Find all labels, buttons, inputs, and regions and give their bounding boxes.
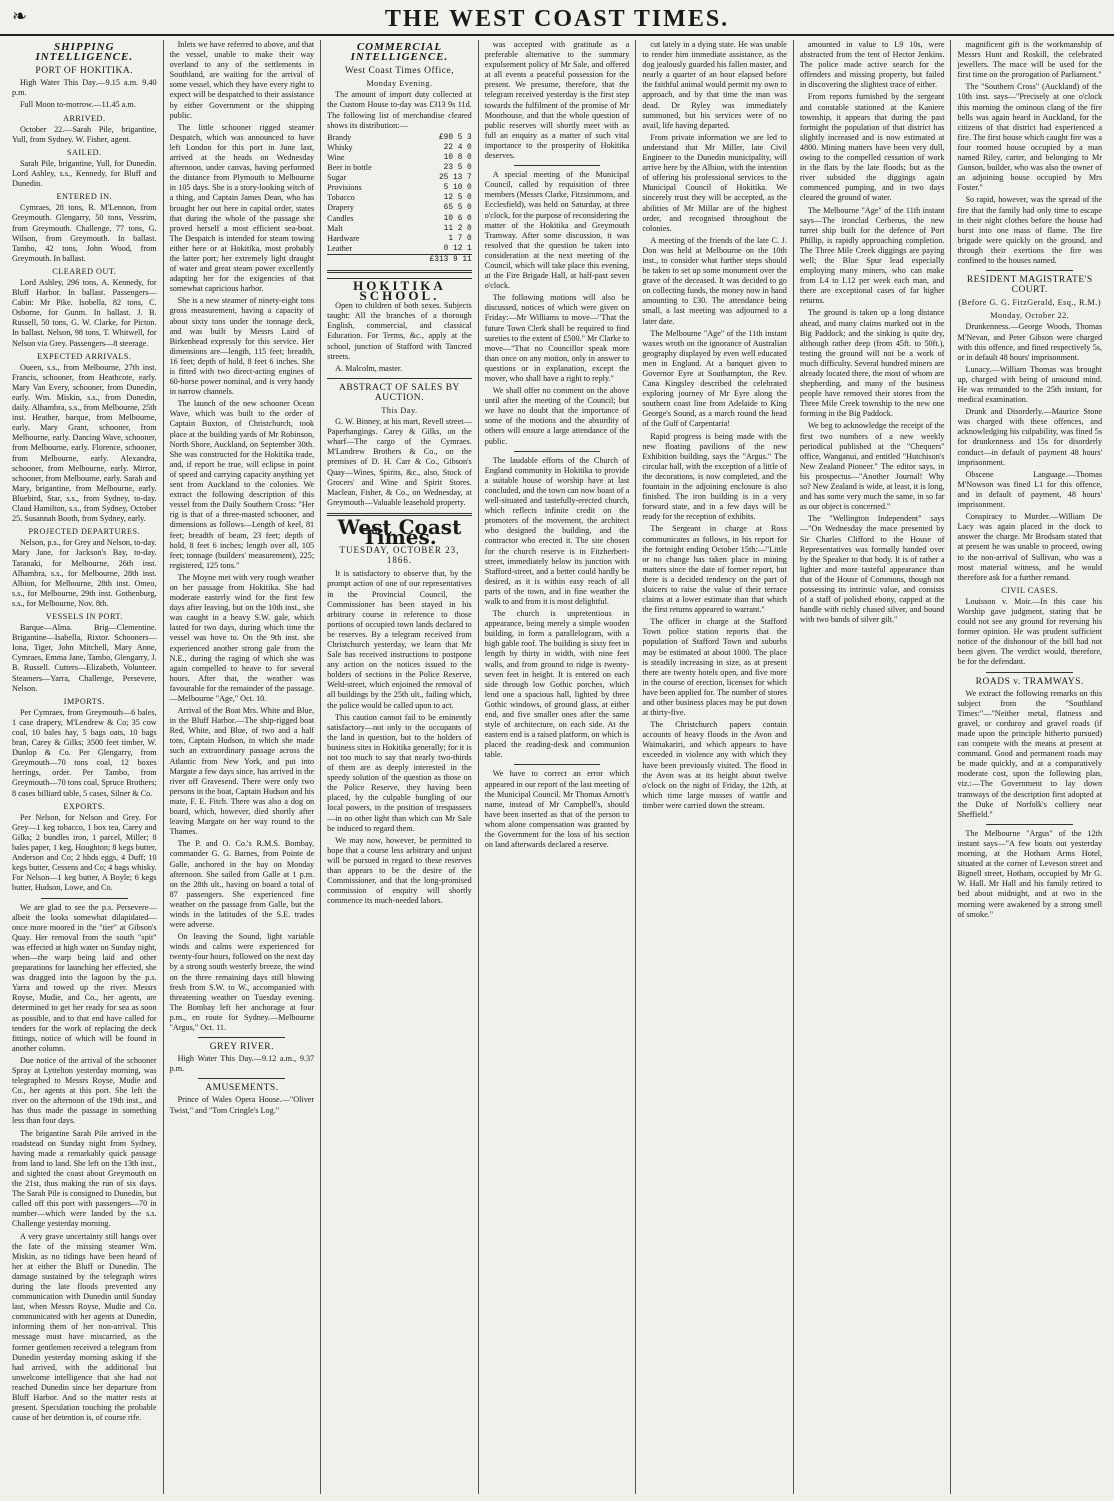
arrived-text: October 22.—Sarah Pile, brigantine, Yull, from Sydney. W. Fisher, agent.	[12, 124, 157, 144]
article-paragraph: The "Southern Cross" (Auckland) of the 10th inst. says—"Precisely at one o'clock this morning the ominous clang of the fire bells was again heard in Auckland, for the citizens of that district had experienced a fire. The first house which caught fire was a four roomed house occupied by a man named Riley, carter, and belonging to Mr Gunson, builder, who was also the owner of an adjoining house occupied by Mrs Foster."	[957, 82, 1103, 193]
column-3	[320, 40, 478, 1494]
article-paragraph: The Melbourne "Age" of the 11th instant waxes wroth on the ignorance of Australian geography displayed by even well educated men in England. At a banquet given to Governor Eyre at Southampton, the Rev. Cana Kingsley described the celebrated exploring journey of Mr Eyre along the southern coast line from Adelaide to King George's Sound, as a march round the head of the Gulf of Carpentaria!	[642, 328, 787, 429]
duty-item: Brandy	[327, 132, 352, 142]
editorial-masthead: West Coast Times.	[337, 514, 462, 550]
duty-value: 23 5 0	[443, 164, 472, 173]
duty-item: Provisions	[327, 183, 362, 193]
duty-row	[327, 153, 472, 163]
divider	[41, 898, 128, 899]
duty-row	[327, 234, 472, 244]
article-paragraph: The ground is taken up a long distance ahead, and many claims marked out in the Big Paddock; and the sinking is quite dry, although rather deep (from 45ft. to 50ft.), testing the ground will not be a work of much difficulty. Several hundred miners are already located there, the most of whom are shepherding, and many of the business people have removed their stores from the Three Mile Creek township to the new one forming in the Big Paddock.	[799, 308, 945, 419]
article-paragraph: Inlets we have referred to above, and that the vessel, unable to make their way overland to any of the settlements in Southland, are waiting for the arrival of some vessel, which they have every right to expect will be despatched to their assistance by either Government or the shipping public.	[169, 40, 315, 120]
article-paragraph: The following motions will also be discussed, notices of which were given on Friday:—Mr Williams to move—"That the future Town Clerk shall be required to find sureties to the extent of £500." Mr Clarke to move—"That no Councillor speak more than once on any motion, only in answer to questions or in explanation, except the mover, who shall have a right to reply."	[484, 293, 630, 383]
article-paragraph: The church is unpretentious in appearance, being merely a simple wooden building, in form a parallelogram, with a high gable roof. The building is sixty feet in length by thirty in width, with nine feet walls, and from ground to ridge is twenty-seven feet in height. It is entered on each side through low Gothic porches, which lend one a spacious hall, lighted by three Gothic windows, of ground glass, at either end, and five smaller ones after the same style of architecture, on each side. At the eastern end is a raised platform, on which is placed the reading-desk and communion table.	[484, 609, 630, 760]
divider	[514, 764, 601, 765]
article-paragraph: The little schooner rigged steamer Despatch, which was announced to have left London for this port in June last, arrived at the heads on Wednesday afternoon, under canvas, having performed the distance from Plymouth to Melbourne in 105 days. She is a story-looking witch of a thing, and Captain James Dean, who has brought her out here in capital order, states that during the whole of the passage she proved herself a most efficient sea-boat. The Despatch is intended for steam towing either here or at Hokitika, most probably the latter port; her extremely light draught of water and great steam power excellently adapting her for the exigencies of that somewhat capricious harbor.	[169, 122, 315, 294]
duty-item: Beer in bottle	[327, 163, 372, 173]
duty-row	[327, 214, 472, 224]
sailed-heading: SAILED.	[66, 147, 102, 157]
commercial-heading: COMMERCIAL INTELLIGENCE.	[350, 41, 449, 64]
divider	[514, 451, 601, 452]
masthead	[0, 0, 1114, 36]
school-advert	[327, 278, 472, 379]
editorial-date: TUESDAY, OCTOBER 23, 1866.	[339, 545, 460, 566]
court-heading: RESIDENT MAGISTRATE'S COURT.	[966, 275, 1093, 296]
article-paragraph: From reports furnished by the sergeant and constable stationed at the Kaniere township, it appears that during the past fortnight the population of that district has slightly increased and is now estimated at 4800. Mining matters have been very dull, owing to the compelled cessation of work in the flats by the late floods; but as the river subsided the diggings again commenced pumping, and in two days cleared the ground of water.	[799, 92, 945, 203]
article-paragraph: We extract the following remarks on this subject from the "Southland Times:"—"Neither metal, flatness and gravel, or corduroy and gravel roads (if made upon the principle hitherto pursued) can compete with the means at present at command. Good and permanent roads may be made quickly, and at a comparatively moderate cost, upon the following plan, viz.:—The Government to lay down tramways of the description first adopted at the Duke of Norfolk's colliery near Sheffield."	[957, 688, 1103, 819]
article-paragraph: Arrival of the Boat Mrs. White and Blue, in the Bluff Harbor.—The ship-rigged boat Red, White, and Blue, of two and a half tons, Captain Hudson, in which she made such an extraordinary passage across the Atlantic from New York, and put into Margate a few days since, has arrived in the river off Gravesend. There were only two persons in the boat, Captain Hudson and his mate, F. E. Fitch. There was also a dog on board, which, however, died shortly after leaving Margate on her way round to the Thames.	[169, 706, 315, 837]
column-2	[163, 40, 321, 1494]
article-paragraph: The brigantine Sarah Pile arrived in the roadstead on Sunday night from Sydney, having made a remarkably quick passage from land to land. She left on the 13th inst., and sighted the coast about Greymouth on the 21st, thus making the run of six days. The Sarah Pile is consigned to Dunedin, but called off this port with passengers—70 in number—which were landed by the s.s. Challenge yesterday morning.	[12, 1128, 157, 1229]
duty-value: 10 6 0	[443, 214, 472, 223]
duty-item: Whisky	[327, 142, 353, 152]
article-paragraph: The Moyne met with very rough weather on her passage from Hokitika. She had moderate easterly wind for the first few days after leaving, but on the 10th inst., she was caught in a heavy S.W. gale, which lasted for two days, during which time the vessel was hove to. On the 9th inst. she experienced another strong gale from the N.E., during the raging of which she was again compelled to heave to for several hours. After that, the weather was favourable for the remainder of the passage.—Melbourne "Age," Oct. 10.	[169, 572, 315, 703]
editorial-paragraph: This caution cannot fail to be eminently satisfactory—not only to the occupants of the land in question, but to the holders of business sites in Hokitika generally; for it is not too much to say that nearly two-thirds of them are as deeply interested in the speedy solution of the question as those on the Police Reserve, they having been placed, by the culpable bungling of our local powers, in the position of trespassers—in no other light than which can Mr Sale be induced to regard them.	[327, 712, 472, 833]
duty-row	[327, 143, 472, 153]
duty-item: Sugar	[327, 173, 347, 183]
editorial-paragraph: We may now, however, be permitted to hope that a course less arbitrary and unjust will be pursued in regard to these reserves than appears to be the desire of the Commissioner, and that the long-promised commission of enquiry will shortly commence its much-needed labors.	[327, 835, 472, 906]
divider	[986, 270, 1073, 271]
duty-item: Tobacco	[327, 193, 355, 203]
vessels-heading: VESSELS IN PORT.	[45, 611, 123, 621]
column-5	[635, 40, 793, 1494]
article-paragraph: We shall offer no comment on the above until after the meeting of the Council; but we have no doubt that the importance of some of the motions and the absurdity of others will ensure a large attendance of the public.	[484, 386, 630, 446]
cleared-text: Lord Ashley, 296 tons, A. Kennedy, for Bluff Harbor. In ballast. Passengers—Cabin: Mr Pike. Isobella, 82 tons, C. Osborne, for Gunm. In ballast. J. B. Russell, 50 tons, G. W. Clarke, for Picton. In ballast. Nelson, 98 tons, T. Whitwell, for Nelson via Grey. Passengers—8 steerage.	[12, 277, 157, 348]
article-paragraph: amounted in value to L9 10s, were abstracted from the tent of Hector Jenkins. The police made active search for the offenders and missing property, but failed in discovering the slightest trace of either.	[799, 40, 945, 90]
port-heading: PORT OF HOKITIKA.	[35, 66, 134, 77]
duty-row	[327, 203, 472, 213]
article-paragraph: The Melbourne "Age" of the 11th instant says—The ironclad Cerberus, the new turret ship built for the defence of Port Phillip, is rapidly approaching completion. The Three Mile Creek diggings are paying well; the Blue Spur lead especially employing many miners, who can make from L4 to L12 per week each man, and there are exceptional cases of far higher returns.	[799, 205, 945, 306]
moon-line: Full Moon to-morrow.—11.45 a.m.	[20, 100, 136, 110]
office-line: West Coast Times Office,	[344, 66, 455, 77]
imports-text: Per Cymraes, from Greymouth—6 bales, 1 case drapery, M'Lendrew & Co; 35 cow coal, 10 bales hay, 5 bags oats, 10 bags bran, Carey & Gilks; 3500 feet timber, W. Dunlop & Co. Per Glengarry, from Greymouth—70 tons coal, 12 boxes herrings, order. Per Tambo, from Greymouth—70 tons coal, Spruce Brothers; 8 cases billiard table, 5 cases, Silner & Co.	[12, 707, 157, 798]
court-date: Monday, October 22.	[990, 311, 1070, 321]
article-paragraph: Due notice of the arrival of the schooner Spray at Lyttelton yesterday morning, was telegraphed to Messrs Royse, Mudie and Co., her agents at this port. She left the river on the afternoon of the 19th inst., and has thus made the passage in something less than four days.	[12, 1055, 157, 1126]
court-case: Drunk and Disorderly.—Maurice Stone was charged with these offences, and acknowledging his culpability, was fined 5s for drunkenness and 15s for disorderly conduct—in default of payment 48 hours' imprisonment.	[957, 407, 1103, 467]
article-paragraph: The "Wellington Independent" says—"On Wednesday the mace presented by Sir Charles Clifford to the House of Representatives was formally handed over by the Speaker to that body. It is of rather a lighter and more tasteful appearance than that of the House of Commons, though not possessing its intrinsic value, and consists of a staff of polished ebony, capped at the handle with richly chased silver, and bound with two bands of silver gilt."	[799, 514, 945, 625]
imports-heading: IMPORTS.	[63, 696, 105, 706]
article-paragraph: So rapid, however, was the spread of the fire that the family had only time to escape in their night clothes before the house had burst into one mass of flame. The fire brigade were quickly on the ground, and through their exertions the fire was confined to the houses named.	[957, 195, 1103, 265]
divider	[198, 1078, 285, 1079]
duty-total: £313 9 11	[420, 254, 472, 265]
duty-row	[327, 173, 472, 183]
entered-text: Cymraes, 28 tons, R. M'Lennon, from Greymouth. Glengarry, 50 tons, Vessrim, from Greymouth. Challenge, 77 tons, G. Wilson, from Greymouth. In ballast. Tambo, 42 tons, John Wood, from Greymouth. In ballast.	[12, 203, 157, 263]
commercial-intro: The amount of import duty collected at the Custom House to-day was £313 9s 11d. The following list of merchandise cleared shows its distribution:—	[327, 90, 472, 130]
civil-heading: CIVIL CASES.	[1001, 585, 1059, 595]
duty-item: Wine	[327, 152, 345, 162]
duty-item: Drapery	[327, 203, 354, 213]
article-paragraph: On leaving the Sound, light variable winds and calms were experienced for twenty-four hours, followed on the next day by a strong south westerly breeze, the wind on the three remaining days still blowing fresh from S.W. to W., accompanied with threatening weather on Tuesday evening. The Bombay left her anchorage at four p.m., en route for Sydney.—Melbourne "Argus," Oct. 11.	[169, 932, 315, 1032]
column-7	[950, 40, 1108, 1494]
amusements-text: Prince of Wales Opera House.—"Oliver Twist," and "Tom Cringle's Log."	[169, 1095, 315, 1115]
page-columns	[6, 40, 1108, 1494]
grey-river-tide: High Water This Day.—9.12 a.m., 9.37 p.m.	[169, 1054, 315, 1074]
cleared-heading: CLEARED OUT.	[52, 266, 117, 276]
article-paragraph: The Melbourne "Argus" of the 12th instant says—"A few boats out yesterday morning, at the Hotham Arms Hotel, situated at the corner of Leveson street and Bignell street, Hotham, occupied by Mr G. W. Hall. Mr Hall and his family retired to bed about midnight, and at two in the morning were awakened by a strong smell of smoke."	[957, 828, 1103, 919]
editorial-paragraph: It is satisfactory to observe that, by the prompt action of one of our representatives in the Provincial Council, the Commissioner has been stayed in his arbitrary course in reference to those portions of occupied town lands declared to be reserves. By a telegram received from Christchurch yesterday, we learn that Mr Sale has received instructions to postpone any action on the notices issued to the holders of sections in the Police Reserve, Weld-street, which enjoined the removal of all buildings by the 25th ult., failing which, the police would be called upon to act.	[327, 569, 472, 710]
duty-item: Malt	[327, 223, 343, 233]
duty-row	[327, 133, 472, 143]
column-6	[793, 40, 951, 1494]
divider	[327, 270, 472, 273]
article-paragraph: was accepted with gratitude as a preferable alternative to the summary expulsement policy of Mr Sale, and offered at all events a peaceful possession for the present. We presume, therefore, that the telegram received yesterday is the first step towards the fulfilment of the promise of Mr Moorhouse, and that the whole question of public reserves will shortly meet with as full an enquiry as a matter of such vital importance to the prosperity of Hokitika deserves.	[484, 40, 630, 161]
article-paragraph: A meeting of the friends of the late C. J. Don was held at Melbourne on the 10th inst., to consider what further steps should be taken to set up some monument over the grave of the deceased. It was decided to go on collecting funds, the money now in hand amounting to £30. The attendance being small, a last meeting was adjourned to a later date.	[642, 235, 787, 326]
exports-text: Per Nelson, for Nelson and Grey. For Grey—1 keg tobacco, 1 box tea, Carey and Gilks; 2 bundles iron, 1 parcel, Miller; 8 bales paper, 1 keg, Houghton; 8 kegs butter, Anderson and Co; 2 hhds eggs, 4 Duff; 10 kegs butter, Cessens and Co; 4 bags whisky. For Nelson—1 keg butter, A Boyle; 6 kegs butter, Hudson, Lowe, and Co.	[12, 812, 157, 893]
arrived-heading: ARRIVED.	[63, 113, 106, 123]
duty-table	[327, 133, 472, 265]
commercial-date: Monday Evening.	[366, 79, 433, 89]
abstract-text: G. W. Binney, at his mart, Revell street—Paperhangings. Carey & Gilks, on the wharf—The cargo of the Cymraes. M'Landrew Brothers & Co., on the premises of D. H. Carr & Co., Gibson's Quay—Wines, Spirits, &c., also, Stock of Grocers' and Wine and Spirit Stores. Maclean, Fisher, & Co., on Wednesday, at Greymouth—Valuable leasehold property.	[327, 417, 472, 507]
article-paragraph: The Sergeant in charge at Ross communicates as follows, in his report for the fortnight ending October 15th:—"Little or no change has taken place in mining matters since the date of former report, but there is a decided tendency on the part of sluicers to raise the value of their terrace claims at a lower estimate than that which the first returns appeared to warrant."	[642, 524, 787, 615]
divider	[986, 672, 1073, 673]
civil-case: Louisson v. Moir.—In this case his Worship gave judgment, stating that he could not see any ground for reversing his former opinion. He was prudent sufficient notice of the dishonour of the bill had not been given. The verdict would, therefore, be for the defendant.	[957, 596, 1103, 667]
newspaper-title: THE WEST COAST TIMES.	[384, 6, 730, 32]
divider	[514, 165, 601, 166]
court-magistrate: (Before G. G. FitzGerald, Esq., R.M.)	[958, 298, 1102, 308]
duty-value: 25 13 7	[438, 174, 472, 183]
article-paragraph: Rapid progress is being made with the new floating pavilions of the new Exhibition building, says the "Argus." The circular hall, with the exception of a little of the decorations, is now completed, and the fountain in the adjoining enclosure is also finished. The iron building is in a very forward state, and in a few days will be ready for the reception of exhibits.	[642, 431, 787, 522]
duty-value: 12 5 0	[443, 194, 472, 203]
duty-value: 0 12 1	[443, 244, 472, 253]
article-paragraph: From private information we are led to understand that Mr Miller, late Civil Engineer to the Dunedin municipality, will arrive here by the Albion, with the intention of offering his professional services to the Municipal Council of Hokitika. We sincerely trust they will be accepted, as the abilities of Mr Millar are of the highest order, and recognised throughout the colonies.	[642, 132, 787, 233]
article-paragraph: The Christchurch papers contain accounts of heavy floods in the Avon and Waimakariri, and which appears to have exceeded in violence any with which they have been previously visited. The flood in the Avon was at its height about twelve o'clock on the night of Friday, the 12th, at which time large masses of wattle and timber were carried down the stream.	[642, 720, 787, 810]
article-paragraph: A very grave uncertainty still hangs over the fate of the missing steamer Wm. Miskin, as no tidings have been heard of her at either the Bluff or Dunedin. The damage sustained by the telegraph wires during the late floods prevented any communication with Dunedin until Sunday last, when Messrs Royse, Mudie and Co. communicated with her agents at Dunedin, informing them of her non-arrival. This message must have miscarried, as the former gentlemen received a telegram from Dunedin yesterday morning asking if she had arrived, with the additional but unwelcome intelligence that she had not reached Dunedin since her departure from Bluff Harbor. And so the matter rests at present. Speculation touching the probable cause of her detention is, of course rife.	[12, 1231, 157, 1423]
shipping-heading: SHIPPING INTELLIGENCE.	[35, 41, 134, 64]
projected-text: Nelson, p.s., for Grey and Nelson, to-day. Mary Jane, for Jackson's Bay, to-day. Taranaki, for Melbourne, 26th inst. Alhambra, s.s., for Melbourne, 28th inst. Albion, for Melbourne, 28th inst. Omeo, s.s., for Melbourne, 29th inst. Gothenburg, s.s., for Melbourne, Nov. 8th.	[12, 538, 157, 608]
duty-value: 10 8 0	[443, 153, 472, 162]
divider	[986, 824, 1073, 825]
court-case: Obscene Language.—Thomas M'Nowson was fined L1 for this offence, and in default of payment, 48 hours' imprisonment.	[957, 469, 1103, 510]
duty-value: 22 4 0	[443, 143, 472, 152]
duty-value: 1 7 0	[448, 234, 472, 243]
column-1	[6, 40, 163, 1494]
duty-value: 11 2 0	[443, 224, 472, 233]
article-paragraph: magnificent gift is the workmanship of Messrs Hunt and Roskill, the celebrated jewellers. The mace will be used for the first time on the prorogation of Parliament."	[957, 40, 1103, 80]
abstract-day: This Day.	[381, 406, 418, 415]
duty-value: 5 10 0	[443, 184, 472, 193]
duty-row	[327, 224, 472, 234]
court-case: Conspiracy to Murder.—William De Lacy was again placed in the dock to answer the charge. Mr Brodsam stated that at present he was unable to proceed, owing to the non-arrival of Sullivan, who was a most material witness, and he would therefore ask for a further remand.	[957, 512, 1103, 582]
entered-heading: ENTERED IN.	[56, 192, 113, 202]
vessels-text: Barque—Alma. Brig—Clementine. Brigantine—Isabella, Rixtor. Schooners—Iona, Tiger, John Mitchell, Mary Anne, Cymraes, Emma Jane, Tambo, Glengarry, J. B. Russell. Cutters—Elizabeth, Volunteer. Steamers—Yarra, Challenge, Persevere, Nelson.	[12, 623, 157, 693]
duty-item: Leather	[327, 243, 353, 253]
article-paragraph: The launch of the new schooner Ocean Wave, which was built to the order of Captain Buxton, of Christchurch, took place at the building yards of Mr Robinson, North Shore, Auckland, on September 30th. She was constructed for the Hokitika trade, and, if report be true, will eclipse in point of speed and carrying capacity anything yet sent from Auckland to the colonies. We extract the following description of this vessel from the Daily Southern Cross: "Her rig is that of a three-masted schooner, and dimensions as follows—Length of keel, 81 feet; breadth of beam, 23 feet; depth of hold, 8 feet 6 inches; length over all, 105 feet; tonnage (builders' measurement), 225; registered, 125 tons."	[169, 399, 315, 570]
column-4	[478, 40, 636, 1494]
article-paragraph: We beg to acknowledge the receipt of the first two numbers of a new weekly periodical published at the "Chequers" office, Wanganui, and entitled "Hutchison's New Zealand Pioneer." The editor says, in his prospectus—"Another Journal! Why so? New Zealand is wide, at least, it is long, and has some very much the same, in so far as our object is concerned."	[799, 421, 945, 512]
duty-row	[327, 244, 472, 255]
article-paragraph: cut lately in a dying state. He was unable to render him immediate assistance, as the dog jealously guarded his fallen master, and nearly a quarter of an hour elapsed before the faithful animal would permit my own to approach, and by that time the man was dead. Dr Ryley was immediately summoned, but his services were of no avail, life having departed.	[642, 40, 787, 130]
projected-heading: PROJECTED DEPARTURES.	[28, 527, 141, 537]
court-case: Drunkenness.—George Woods, Thomas M'Nevan, and Peter Gibson were charged with this offence, and fined respectively 5s, or in default 48 hours' imprisonment.	[957, 322, 1103, 362]
article-paragraph: The laudable efforts of the Church of England community in Hokitika to provide a suitable house of worship have at last concluded, and the town can now boast of a well-situated and tastefully-erected church, which reflects infinite credit on the promoters of the movement, the architect who designed the building, and the contractor who erected it. The site chosen for the church reserve is in Fitzherbert-street, immediately below its junction with Stafford-street, and a better could hardly be desired, as it is within easy reach of all parts of the town, and in fine weather the walk to and from it is most delightful.	[484, 455, 630, 606]
school-text: Open to children of both sexes. Subjects taught: All the branches of a thorough English, commercial, and classical Education. For Terms, &c., apply at the school, junction of Stafford with Tancred streets.	[327, 301, 472, 361]
grey-river-heading: GREY RIVER.	[209, 1042, 274, 1053]
roads-heading: ROADS v. TRAMWAYS.	[975, 676, 1084, 687]
duty-item: Hardware	[327, 233, 360, 243]
expected-heading: EXPECTED ARRIVALS.	[37, 351, 132, 361]
court-case: Lunacy.—William Thomas was brought up, charged with being of unsound mind. He was remanded to the 25th instant, for medical examination.	[957, 364, 1103, 405]
article-paragraph: We are glad to see the p.s. Persevere—albeit the looks somewhat dilapidated—once more moored in the "tier" at Gibson's Quay. Her removal from the south "spit" was effected at high water on Sunday night, when—the warp being laid and other preparations for launching her effected, she was dragged into the lagoon by the p.s. Yarra and towed up the river. Messrs Royse, Mudie, and Co., her agents, are determined to get her ready for sea as soon as possible, and to that end have called for tenders for the work of replacing the deck fittings, notice of which will be found in another column.	[12, 902, 157, 1053]
masthead-ornament-icon: ❧	[12, 6, 28, 26]
school-title: HOKITIKA SCHOOL.	[353, 277, 446, 304]
duty-row	[327, 183, 472, 193]
duty-item: Candles	[327, 213, 354, 223]
article-paragraph: The P. and O. Co.'s R.M.S. Bombay, commander G. G. Barnes, from Pointe de Galle, anchored in the bay on Monday afternoon. She sailed from Galle at 1 p.m. on the 28th ult., having on board a total of 87 passengers. She experienced fine weather on the passage from Galle, but the winds in the latitudes of the S.E. trades were adverse.	[169, 839, 315, 930]
article-paragraph: The officer in charge at the Stafford Town police station reports that the population of Stafford Town and suburbs may be estimated at about 1000. The place is steadily increasing in size, as at present there are twenty hotels open, and five more in the course of erection, licenses for which have been applied for. The number of stores and other business places may be put down at thirty-five.	[642, 617, 787, 718]
expected-text: Oueen, s.s., from Melbourne, 27th inst. Francis, schooner, from Heathcote, early. Mary Van Every, schooner, from Dunedin, early. Wm. Miskin, s.s., from Dunedin, daily. Alhambra, s.s., from Melbourne, 25th inst. Heather, barque, from Melbourne, early. Mary Grant, schooner, from Melbourne, early. Dancing Wave, schooner, from Melbourne, early. Florence, schooner, from Melbourne, early. Alexandra, schooner, from Melbourne, early. Mirror, schooner, from Melbourne, early. Sarah and Mary, brigantine, from Melbourne, early. Bluebird, Star, s.s., from Sydney, to-day. Claud Hamilton, s.s., from Sydney, October 25. Susannah Booth, from Sydney, early.	[12, 362, 157, 524]
article-paragraph: We have to correct an error which appeared in our report of the last meeting of the Municipal Council. Mr Thomas Arnott's name, instead of Mr Campbell's, should have been inserted as that of the person to whom alone compensation was granted by the Government for the loss of his section on land afterwards declared a reserve.	[484, 769, 630, 850]
amusements-heading: AMUSEMENTS.	[205, 1083, 279, 1094]
article-paragraph: A special meeting of the Municipal Council, called by requisition of three members (Messrs Clarke, Fitzsimmons, and Ecclesfield), was held on Saturday, at three o'clock, for the purpose of reconsidering the matter of the Hokitika and Greymouth Tramway. After some discussion, it was resolved that the question be taken into consideration at the next meeting of the Council, which will take place this evening, at the Fire Brigade Hall, at half-past seven o'clock.	[484, 170, 630, 291]
duty-value: £90 5 3	[438, 133, 472, 142]
abstract-heading: ABSTRACT OF SALES BY AUCTION.	[338, 382, 460, 403]
tide-line: High Water This Day.—9.15 a.m. 9.40 p.m.	[12, 78, 157, 98]
divider	[198, 1037, 285, 1038]
school-signature: A. Malcolm, master.	[335, 363, 403, 373]
duty-row	[327, 163, 472, 173]
sailed-text: Sarah Pile, brigantine, Yull, for Dunedin. Lord Ashley, s.s., Kennedy, for Bluff and Dunedin.	[12, 158, 157, 189]
duty-total-row	[327, 254, 472, 265]
duty-value: 65 5 0	[443, 204, 472, 213]
article-paragraph: She is a new steamer of ninety-eight tons gross measurement, having a capacity of about sixty tons under the tonnage deck, and was built by Messrs Laird of Birkenhead expressly for this service. Her dimensions are—length, 115 feet; breadth, 16 feet; depth of hold, 8 feet 6 inches. She is fitted with two direct-acting engines of 60-horse power nominal, and is very handy in narrow channels.	[169, 296, 315, 397]
duty-row	[327, 193, 472, 203]
exports-heading: EXPORTS.	[63, 801, 106, 811]
